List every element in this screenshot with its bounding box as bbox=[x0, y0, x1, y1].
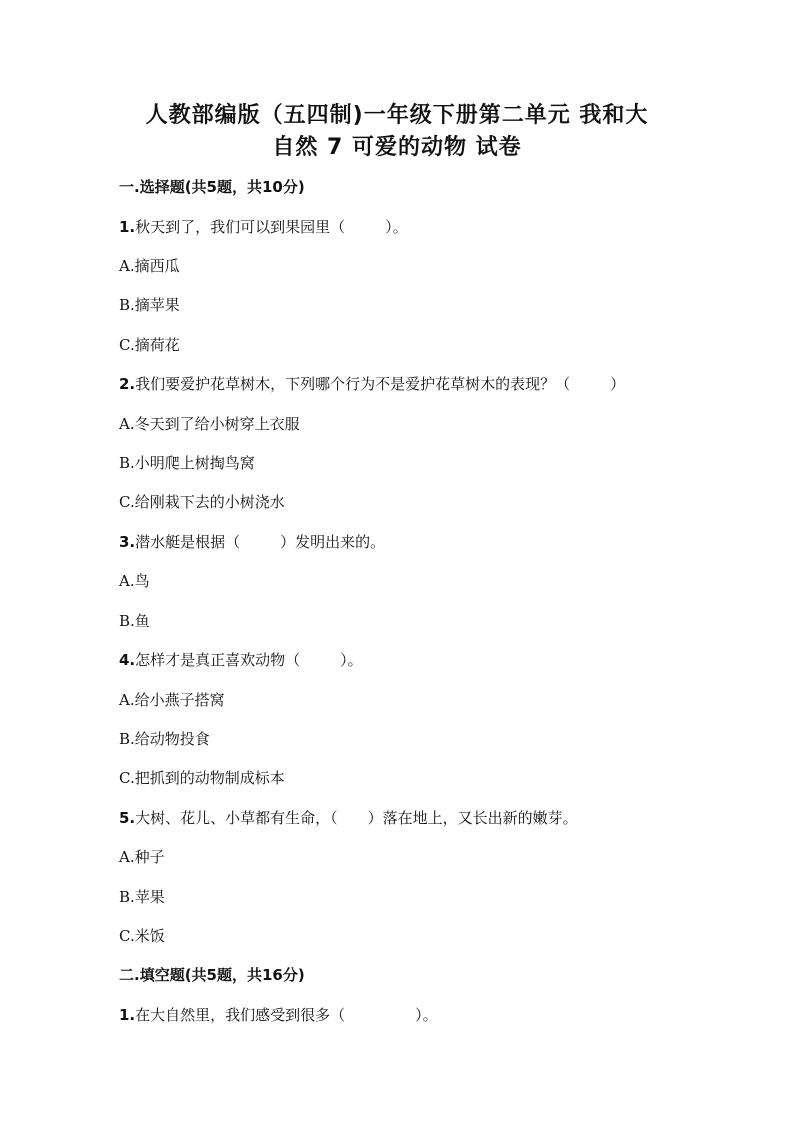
section-heading-fill-in-blank: 二.填空题(共5题，共16分) bbox=[119, 966, 305, 984]
option-2a: A.冬天到了给小树穿上衣服 bbox=[119, 415, 300, 433]
question-text: 潜水艇是根据（ bbox=[135, 533, 241, 551]
question-text-end: ） bbox=[610, 375, 626, 393]
question-text: 秋天到了，我们可以到果园里（ bbox=[135, 218, 346, 236]
fill-question-1 bbox=[119, 1005, 438, 1025]
question-number: 1. bbox=[119, 218, 136, 236]
option-5a: A.种子 bbox=[119, 848, 165, 866]
option-3a: A.鸟 bbox=[119, 572, 150, 590]
question-text-end: ）。 bbox=[340, 651, 363, 669]
section-heading-multiple-choice: 一.选择题(共5题，共10分) bbox=[119, 178, 305, 196]
option-4a: A.给小燕子搭窝 bbox=[119, 691, 225, 709]
question-4 bbox=[119, 650, 363, 670]
question-5 bbox=[119, 808, 578, 828]
question-text-end: ）。 bbox=[415, 1006, 438, 1024]
question-3 bbox=[119, 532, 385, 552]
question-number: 4. bbox=[119, 651, 136, 669]
question-text-end: ）落在地上，又长出新的嫩芽。 bbox=[367, 809, 578, 827]
question-text: 在大自然里，我们感受到很多（ bbox=[135, 1006, 346, 1024]
option-5c: C.米饭 bbox=[119, 927, 165, 945]
question-number: 2. bbox=[119, 375, 136, 393]
question-number: 5. bbox=[119, 809, 136, 827]
option-4b: B.给动物投食 bbox=[119, 730, 210, 748]
question-number: 3. bbox=[119, 533, 136, 551]
document-title-line-1: 人教部编版（五四制)一年级下册第二单元 我和大 bbox=[145, 103, 649, 128]
question-text-end: ）发明出来的。 bbox=[280, 533, 386, 551]
question-text: 我们要爱护花草树木，下列哪个行为不是爱护花草树木的表现？（ bbox=[135, 375, 571, 393]
option-2c: C.给刚栽下去的小树浇水 bbox=[119, 493, 285, 511]
question-1 bbox=[119, 217, 408, 237]
option-1c: C.摘荷花 bbox=[119, 336, 180, 354]
option-5b: B.苹果 bbox=[119, 888, 165, 906]
question-text: 怎样才是真正喜欢动物（ bbox=[135, 651, 301, 669]
question-text-end: ）。 bbox=[385, 218, 408, 236]
question-text: 大树、花儿、小草都有生命，（ bbox=[135, 809, 338, 827]
question-2 bbox=[119, 374, 625, 394]
option-2b: B.小明爬上树掏鸟窝 bbox=[119, 454, 255, 472]
question-number: 1. bbox=[119, 1006, 136, 1024]
document-title-line-2: 自然 7 可爱的动物 试卷 bbox=[272, 135, 522, 160]
option-3b: B.鱼 bbox=[119, 612, 150, 630]
option-1a: A.摘西瓜 bbox=[119, 257, 180, 275]
option-4c: C.把抓到的动物制成标本 bbox=[119, 769, 285, 787]
option-1b: B.摘苹果 bbox=[119, 296, 180, 314]
